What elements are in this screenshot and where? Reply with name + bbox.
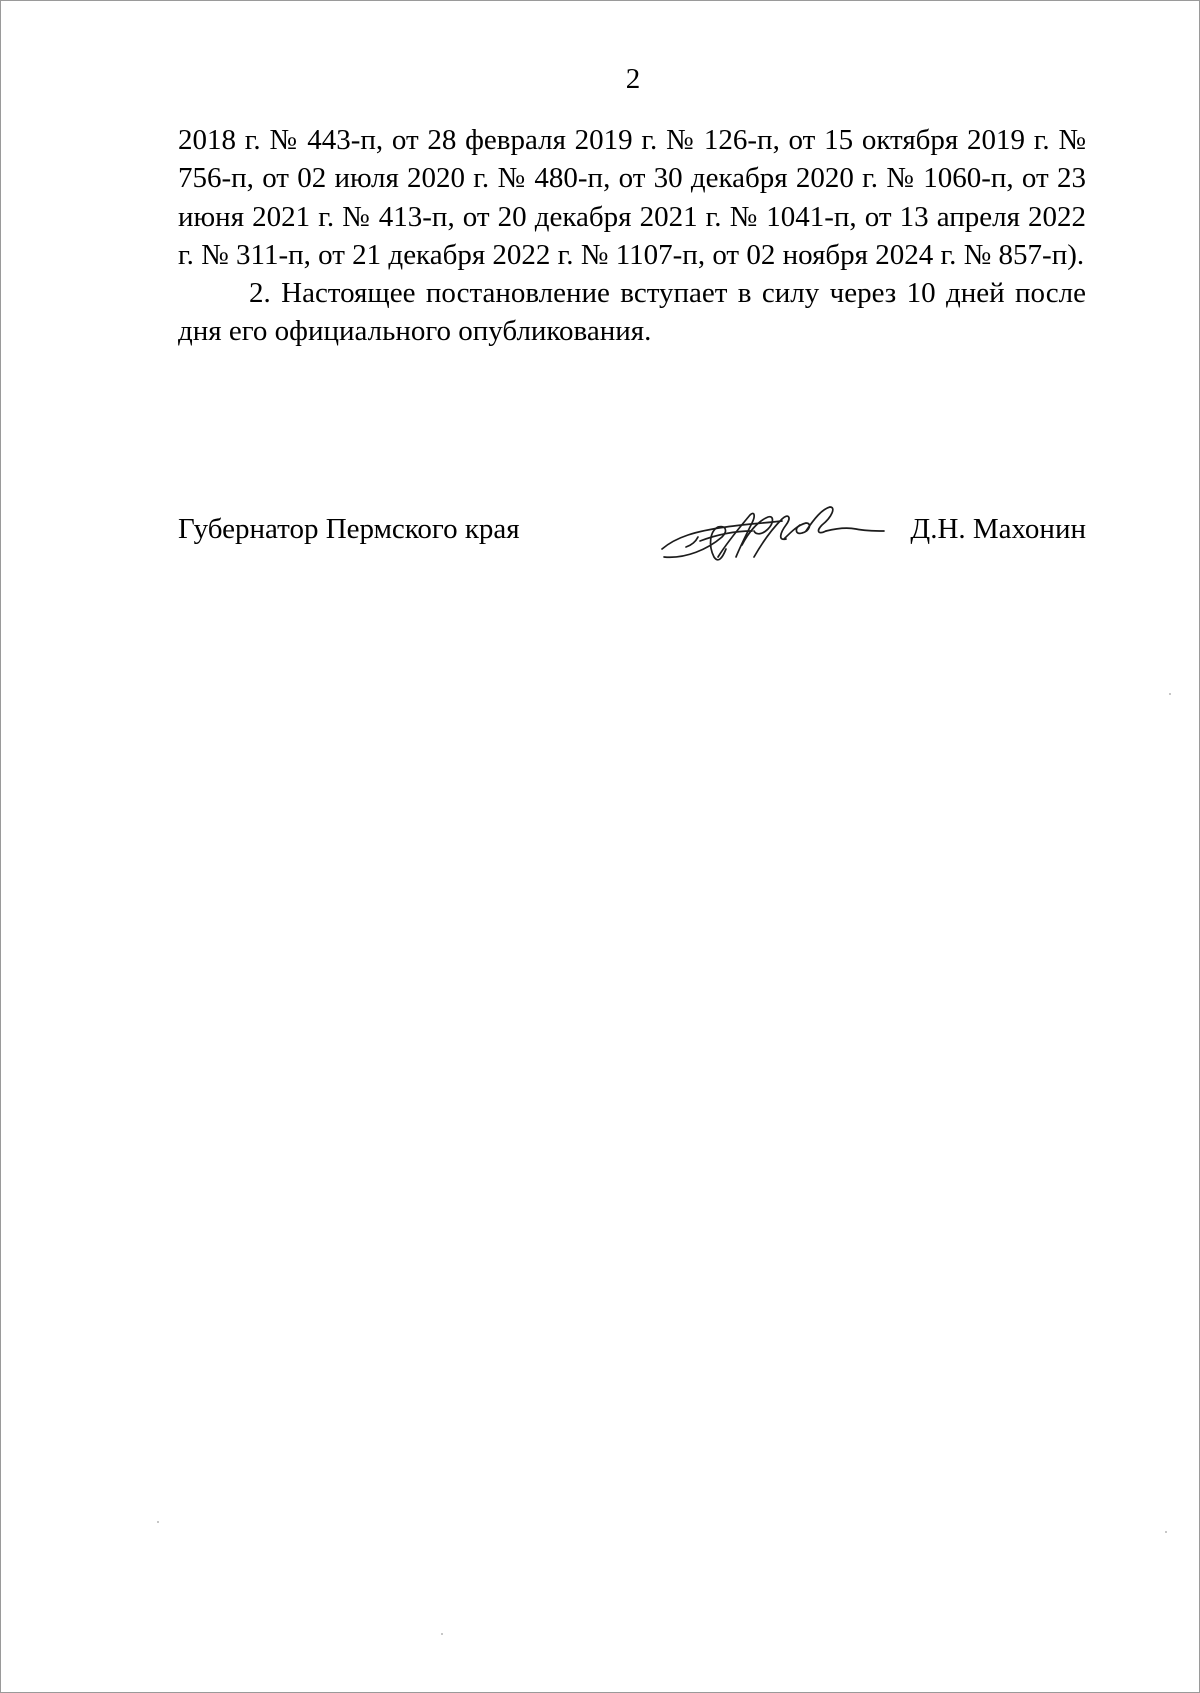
page-number: 2	[625, 63, 641, 95]
paragraph-amendments-list: 2018 г. № 443-п, от 28 февраля 2019 г. № 126-п, от 15 октября 2019 г. № 756-п, от 02 июля 2020 г. № 480-п, от 30 декабря 2020 г. № 1060-п, от 23 июня 2021 г. № 413-п, от 20 декабря 2021 г. № 1041-п, от 13 апреля 2022 г. № 311-п, от 21 декабря 2022 г. № 1107-п, от 02 ноября 2024 г. № 857-п).	[178, 124, 1086, 271]
signature-block	[178, 501, 1086, 581]
handwritten-signature	[656, 501, 886, 565]
signer-position: Губернатор Пермского края	[178, 513, 520, 545]
signer-name: Д.Н. Махонин	[910, 513, 1086, 545]
scan-speck	[1165, 1531, 1167, 1533]
scan-speck	[157, 1521, 159, 1523]
document-body	[178, 121, 1086, 351]
scan-speck	[441, 1633, 443, 1635]
scan-speck	[1169, 693, 1171, 695]
paragraph-effective-date: 2. Настоящее постановление вступает в силу через 10 дней после дня его официального опубликования.	[178, 277, 1086, 348]
